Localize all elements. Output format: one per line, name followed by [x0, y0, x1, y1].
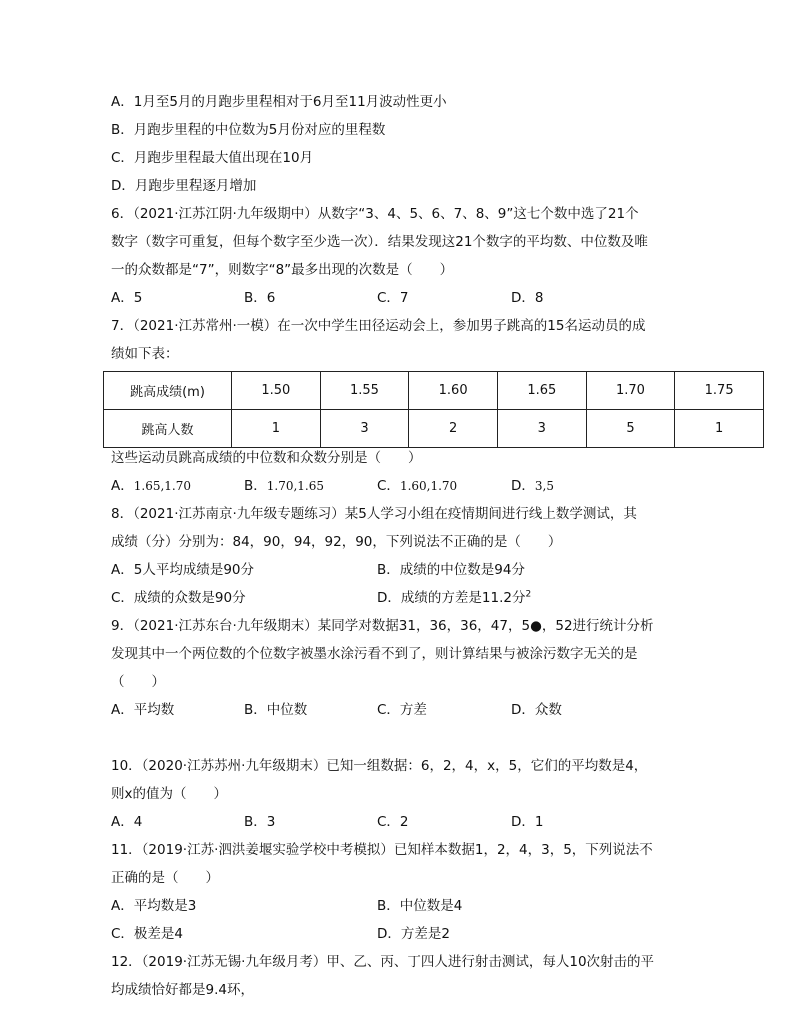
q8-option-d-superscript: 2: [525, 589, 532, 600]
q11-option-d: D．方差是2: [377, 926, 450, 942]
q11-option-c: C．极差是4: [111, 926, 184, 942]
q6-option-b: B．6: [244, 290, 276, 306]
q6-option-c: C．7: [377, 290, 409, 306]
table-row: [104, 410, 764, 448]
table-cell-height: 1.65: [497, 372, 586, 410]
q9-stem-line2: 发现其中一个两位数的个位数字被墨水涂污看不到了，则计算结果与被涂污数字无关的是: [111, 646, 638, 662]
q11-stem-line2: 正确的是（ ）: [111, 870, 219, 886]
table-cell-count: 3: [320, 410, 409, 448]
q7-stem-line1: 7．（2021·江苏常州·一模）在一次中学生田径运动会上，参加男子跳高的15名运动员的成: [111, 318, 646, 334]
table-header-height: 跳高成绩(m): [104, 372, 232, 410]
q8-stem-line2: 成绩（分）分别为：84，90，94，92，90，下列说法不正确的是（ ）: [111, 534, 562, 550]
q5-option-a: A．1月至5月的月跑步里程相对于6月至11月波动性更小: [111, 94, 447, 110]
q12-stem-line1: 12．（2019·江苏无锡·九年级月考）甲、乙、丙、丁四人进行射击测试，每人10次射击的平: [111, 954, 655, 970]
table-cell-count: 2: [409, 410, 498, 448]
q7-option-b-value: 1.70,1.65: [266, 479, 325, 493]
q7-option-c-label: C．: [377, 478, 400, 494]
q10-option-b: B．3: [244, 814, 276, 830]
q7-option-d-label: D．: [511, 478, 535, 494]
q10-stem-line2: 则x的值为（ ）: [111, 786, 227, 802]
table-row: [104, 372, 764, 410]
q6-option-a: A．5: [111, 290, 143, 306]
q10-option-c: C．2: [377, 814, 409, 830]
table-cell-count: 1: [675, 410, 764, 448]
table-cell-height: 1.55: [320, 372, 409, 410]
table-cell-height: 1.60: [409, 372, 498, 410]
q9-stem-line1: 9．（2021·江苏东台·九年级期末）某同学对数据31，36，36，47，5●，52进行统计分析: [111, 618, 654, 634]
q8-option-a: A．5人平均成绩是90分: [111, 562, 255, 578]
q10-stem-line1: 10．（2020·江苏苏州·九年级期末）已知一组数据：6，2，4，x，5，它们的平均数是4，: [111, 758, 648, 774]
q9-option-b: B．中位数: [244, 702, 308, 718]
q8-option-d-text: D．成绩的方差是11.2分: [377, 590, 526, 606]
q9-stem-line3: （ ）: [111, 674, 165, 690]
q5-option-b: B．月跑步里程的中位数为5月份对应的里程数: [111, 122, 386, 138]
q5-option-c: C．月跑步里程最大值出现在10月: [111, 150, 314, 166]
q7-question: 这些运动员跳高成绩的中位数和众数分别是（ ）: [111, 450, 422, 466]
table-cell-height: 1.50: [232, 372, 321, 410]
q8-stem-line1: 8．（2021·江苏南京·九年级专题练习）某5人学习小组在疫情期间进行线上数学测试，其: [111, 506, 637, 522]
q7-option-b-label: B．: [244, 478, 267, 494]
q7-stem-line2: 绩如下表：: [111, 346, 179, 362]
table-cell-count: 3: [497, 410, 586, 448]
q7-option-c-value: 1.60,1.70: [399, 479, 458, 493]
table-cell-count: 5: [586, 410, 675, 448]
q6-stem-line2: 数字（数字可重复，但每个数字至少选一次）．结果发现这21个数字的平均数、中位数及唯: [111, 234, 648, 250]
q7-option-a-label: A．: [111, 478, 134, 494]
table-cell-height: 1.75: [675, 372, 764, 410]
q7-option-d-value: 3,5: [534, 479, 554, 493]
q9-option-a: A．平均数: [111, 702, 175, 718]
q11-option-b: B．中位数是4: [377, 898, 463, 914]
jump-scores-table: [103, 371, 764, 448]
q6-option-d: D．8: [511, 290, 544, 306]
q11-option-a: A．平均数是3: [111, 898, 197, 914]
q9-option-d: D．众数: [511, 702, 562, 718]
q7-option-a-value: 1.65,1.70: [133, 479, 192, 493]
q7-option-d: [511, 476, 554, 496]
q8-option-d: [377, 588, 531, 608]
q8-option-c: C．成绩的众数是90分: [111, 590, 246, 606]
q8-option-b: B．成绩的中位数是94分: [377, 562, 525, 578]
q7-option-b: [244, 476, 324, 496]
q7-option-c: [377, 476, 457, 496]
table-header-count: 跳高人数: [104, 410, 232, 448]
q9-option-c: C．方差: [377, 702, 427, 718]
q7-option-a: [111, 476, 191, 496]
q6-stem-line3: 一的众数都是“7”，则数字“8”最多出现的次数是（ ）: [111, 262, 454, 278]
table-cell-count: 1: [232, 410, 321, 448]
q5-option-d: D．月跑步里程逐月增加: [111, 178, 257, 194]
q10-option-d: D．1: [511, 814, 544, 830]
q10-option-a: A．4: [111, 814, 143, 830]
q12-stem-line2: 均成绩恰好都是9.4环，: [111, 982, 254, 998]
q6-stem-line1: 6．（2021·江苏江阴·九年级期中）从数字“3、4、5、6、7、8、9”这七个数中选了21个: [111, 206, 639, 222]
q11-stem-line1: 11．（2019·江苏·泗洪姜堰实验学校中考模拟）已知样本数据1，2，4，3，5，下列说法不: [111, 842, 653, 858]
table-cell-height: 1.70: [586, 372, 675, 410]
